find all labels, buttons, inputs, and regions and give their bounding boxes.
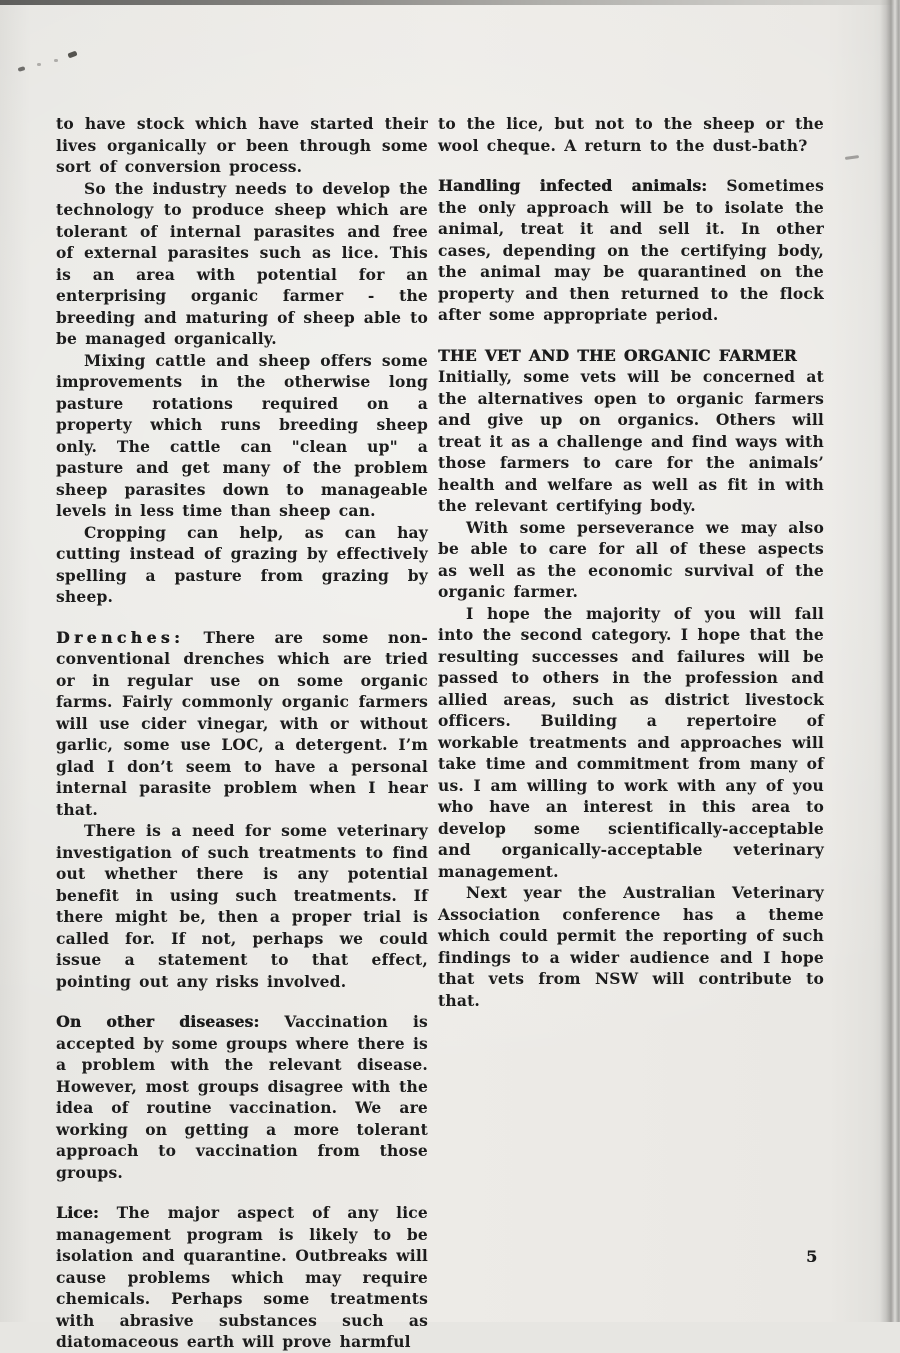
paragraph <box>438 113 824 156</box>
paragraph <box>438 882 824 1011</box>
paragraph-text: There are some non-conventional drenches which are tried or in regular use on some organic farms. Fairly commonly organic farmers will use cider vinegar, with or without garlic, some use LOC, a detergent. I’m glad I don’t seem to have a personal internal parasite problem when I hear that. <box>56 627 428 819</box>
pencil-mark <box>18 66 26 72</box>
paragraph-text: Sometimes the only approach will be to isolate the animal, treat it and sell it. In other cases, depending on the certifying body, the animal may be quarantined on the property and then returned to the flock after some appropriate period. <box>438 176 824 324</box>
paragraph-other-diseases <box>56 1011 428 1183</box>
paragraph-text: to the lice, but not to the sheep or the wool cheque. A return to the dust-bath? <box>438 114 824 155</box>
paragraph-text: to have stock which have started their lives organically or been through some sort of conversion process. <box>56 114 428 176</box>
handling-animals-label: Handling infected animals: <box>438 176 708 195</box>
pencil-mark <box>37 63 41 66</box>
right-column <box>438 113 824 1011</box>
paragraph <box>438 366 824 517</box>
paragraph-text: Next year the Australian Veterinary Association conference has a theme which could permit the reporting of such findings to a wider audience and I hope that vets from NSW will contribute to that. <box>438 883 824 1010</box>
page-number: 5 <box>806 1247 818 1266</box>
pencil-mark <box>845 155 859 160</box>
lice-label: Lice: <box>56 1203 99 1222</box>
paragraph-drenches <box>56 627 428 821</box>
section-heading-vet-organic-farmer: THE VET AND THE ORGANIC FARMER <box>438 345 797 365</box>
paragraph-text: Cropping can help, as can hay cutting instead of grazing by effectively spelling a pasture from grazing by sheep. <box>56 522 428 606</box>
paragraph <box>56 113 428 178</box>
paragraph <box>438 603 824 883</box>
paragraph-handling-animals <box>438 175 824 326</box>
paragraph-text: With some perseverance we may also be able to care for all of these aspects as well as the economic survival of the organic farmer. <box>438 517 824 601</box>
scan-top-edge-artifact <box>0 0 900 5</box>
paragraph-text: Mixing cattle and sheep offers some improvements in the otherwise long pasture rotations required on a property which runs breeding sheep only. The cattle can "clean up" a pasture and get many of the problem sheep parasites down to manageable levels in less time than sheep can. <box>56 350 428 520</box>
paragraph-text: So the industry needs to develop the technology to produce sheep which are tolerant of internal parasites and free of external parasites such as lice. This is an area with potential for an enterprising organic farmer - the breeding and maturing of sheep able to be managed organically. <box>56 178 428 348</box>
paragraph <box>56 820 428 992</box>
paragraph <box>56 350 428 522</box>
paragraph-text: There is a need for some veterinary investigation of such treatments to find out whether there is any potential benefit in using such treatments. If there might be, then a proper trial is called for. If not, perhaps we could issue a statement to that effect, pointing out any risks involved. <box>56 821 428 991</box>
drenches-label: Drenches: <box>56 627 185 647</box>
paragraph-text: Initially, some vets will be concerned at the alternatives open to organic farmers and give up on organics. Others will treat it as a challenge and find ways with those farmers to care for the animals’ health and welfare as well as fit in with the relevant certifying body. <box>438 367 824 515</box>
page-spine-shadow <box>880 0 900 1322</box>
left-column <box>56 113 428 1353</box>
paragraph <box>56 522 428 608</box>
paragraph-text: The major aspect of any lice management program is likely to be isolation and quarantine. Outbreaks will cause problems which may require chemicals. Perhaps some treatments with abrasive substances such as diatomaceous earth will prove harmful <box>56 1203 428 1351</box>
paragraph <box>438 517 824 603</box>
paragraph-text: I hope the majority of you will fall into the second category. I hope that the resulting successes and failures will be passed to others in the profession and allied areas, such as district livestock officers. Building a repertoire of workable treatments and approaches will take time and commitment from many of us. I am willing to work with any of you who have an interest in this area to develop some scientifically-acceptable and organically-acceptable veterinary management. <box>438 603 824 881</box>
pencil-mark <box>54 59 58 62</box>
paragraph-text: Vaccination is accepted by some groups where there is a problem with the relevant disease. However, most groups disagree with the idea of routine vaccination. We are working on getting a more tolerant approach to vaccination from those groups. <box>56 1012 428 1182</box>
paragraph <box>56 178 428 350</box>
pencil-mark <box>67 51 77 59</box>
other-diseases-label: On other diseases: <box>56 1012 260 1031</box>
paragraph-lice <box>56 1202 428 1353</box>
